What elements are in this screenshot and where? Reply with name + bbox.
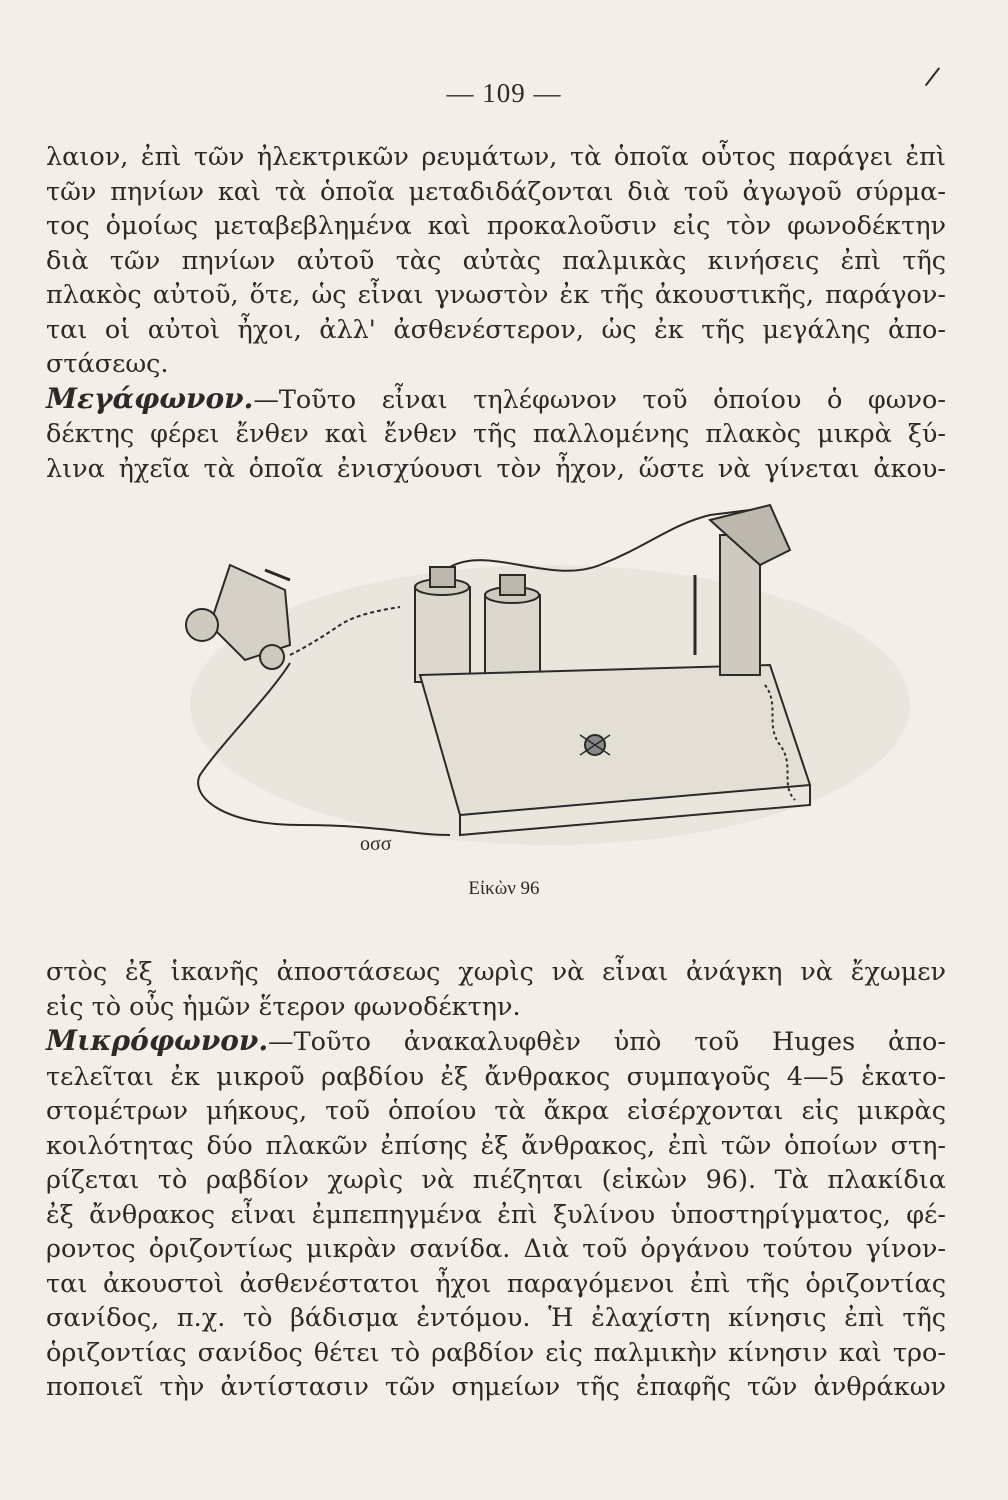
text-line: ὁριζοντίας σανίδος θέτει τὸ ραβδίον εἰς παλμικὴν κίνησιν καὶ τρο- [46,1337,946,1368]
text-line: ται οἱ αὐτοὶ ἦχοι, ἀλλ' ἀσθενέστερον, ὡς ἐκ τῆς μεγάλης ἀπο- [46,314,946,345]
telephone-microphone-illustration [150,495,950,865]
text-line: στάσεως. [46,349,169,379]
microphone-first-line [46,1024,946,1060]
margin-mark: / [923,61,942,93]
text-line: τελεῖται ἐκ μικροῦ ραβδίου ἐξ ἄνθρακος συμπαγοῦς 4—5 ἑκατο- [46,1061,946,1092]
text-line: λαιον, ἐπὶ τῶν ἠλεκτρικῶν ρευμάτων, τὰ ὁποῖα οὗτος παράγει ἐπὶ [46,142,946,172]
figure-label: οσσ [360,833,392,855]
text-line: διὰ τῶν πηνίων αὐτοῦ τὰς αὐτὰς παλμικὰς κινήσεις ἐπὶ τῆς [46,245,946,276]
megaphone-heading: Μεγάφωνον. [46,381,254,415]
text-line: λινα ἠχεῖα τὰ ὁποῖα ἐνισχύουσι τὸν ἦχον, ὥστε νὰ γίνεται ἀκου- [46,453,946,484]
text-line: πλακὸς αὐτοῦ, ὅτε, ὡς εἶναι γνωστὸν ἐκ τῆς ἀκουστικῆς, παράγον- [46,280,946,310]
text-line: σανίδος, π.χ. τὸ βάδισμα ἐντόμου. Ἡ ἐλαχίστη κίνησις ἐπὶ τῆς [46,1303,946,1333]
text-block-bottom [46,955,946,1405]
text-block-top [46,140,946,486]
text-line: τος ὁμοίως μεταβεβλημένα καὶ προκαλοῦσιν εἰς τὸν φωνοδέκτην [46,211,946,241]
text-line: ρίζεται τὸ ραβδίον χωρὶς νὰ πιέζηται (εἰκὼν 96). Τὰ πλακίδια [46,1165,946,1195]
figure-caption: Εἰκὼν 96 [468,878,540,899]
text-line: δέκτης φέρει ἔνθεν καὶ ἔνθεν τῆς παλλομένης πλακὸς μικρὰ ξύ- [46,419,946,449]
microphone-first-line-text: —Τοῦτο ἀνακαλυφθὲν ὑπὸ τοῦ Huges ἀπο- [268,1027,946,1057]
text-line: ἐξ ἄνθρακος εἶναι ἐμπεπηγμένα ἐπὶ ξυλίνου ὑποστηρίγματος, φέ- [46,1199,946,1230]
text-line: στὸς ἐξ ἱκανῆς ἀποστάσεως χωρὶς νὰ εἶναι ἀνάγκη νὰ ἔχωμεν [46,957,946,987]
text-line: ποποιεῖ τὴν ἀντίστασιν τῶν σημείων τῆς ἐπαφῆς τῶν ἀνθράκων [46,1372,946,1402]
megaphone-first-line-text: —Τοῦτο εἶναι τηλέφωνον τοῦ ὁποίου ὁ φωνο- [253,384,946,415]
text-line: τῶν πηνίων καὶ τὰ ὁποῖα μεταδιδάζονται διὰ τοῦ ἀγωγοῦ σύρμα- [46,176,946,207]
text-line: ροντος ὁριζοντίως μικρὰν σανίδα. Διὰ τοῦ ὀργάνου τούτου γίνον- [46,1234,946,1264]
page-number: — 109 — [446,78,562,108]
text-line: στομέτρων μήκους, τοῦ ὁποίου τὰ ἄκρα εἰσέρχονται εἰς μικρὰς [46,1096,946,1126]
text-line: ται ἀκουστοὶ ἀσθενέστατοι ἦχοι παραγόμενοι ἐπὶ τῆς ὁριζοντίας [46,1268,946,1299]
microphone-heading: Μικρόφωνον. [46,1024,269,1057]
megaphone-first-line [46,382,946,418]
text-line: κοιλότητας δύο πλακῶν ἐπίσης ἐξ ἄνθρακος, ἐπὶ τῶν ὁποίων στη- [46,1130,946,1161]
text-line: εἰς τὸ οὖς ἡμῶν ἕτερον φωνοδέκτην. [46,991,521,1022]
